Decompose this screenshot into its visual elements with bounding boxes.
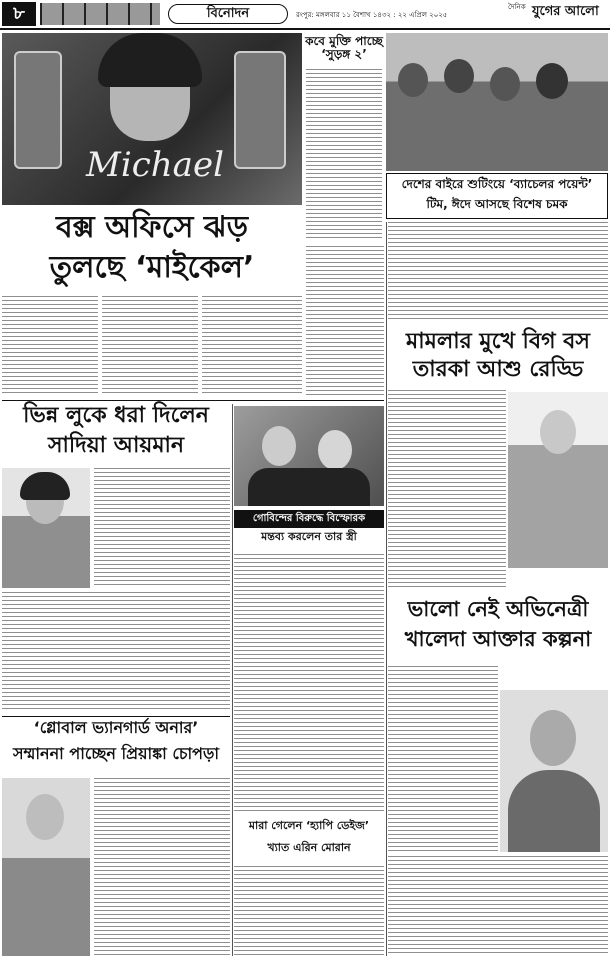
big-boss-headline-line1: মামলার মুখে বিগ বস [406, 329, 590, 354]
khaleda-face [530, 710, 576, 766]
govinda-headline-box [234, 510, 384, 550]
page-number: ৮ [2, 2, 36, 26]
khaleda-headline-line1: ভালো নেই অভিনেত্রী [407, 597, 589, 621]
michael-body-col2 [102, 296, 198, 396]
couple-clothes [248, 468, 370, 506]
sadiya-aymaan-photo [2, 468, 90, 588]
priyanka-headline-line2: সম্মাননা পাচ্ছেন প্রিয়াঙ্কা চোপড়া [12, 744, 220, 763]
sadiya-hair [20, 472, 70, 500]
govinda-headline-line2: মন্তব্য করলেন তার স্ত্রী [261, 530, 357, 543]
khaleda-body-text [388, 666, 498, 852]
govinda-face [262, 426, 296, 466]
masthead-filmstrip [40, 3, 160, 25]
big-boss-body-text [388, 390, 506, 590]
ashu-reddy-photo [508, 392, 608, 568]
poster-title-text: Michael [86, 145, 224, 185]
priyanka-headline [2, 720, 230, 776]
michael-body-col1 [2, 296, 98, 396]
michael-headline [2, 212, 302, 292]
khaleda-shawl [508, 770, 600, 852]
column-separator-1 [232, 404, 233, 956]
govinda-couple-photo [234, 406, 384, 506]
priyanka-face [26, 794, 64, 840]
sutro-body-text [306, 69, 382, 239]
sadiya-body-text-bottom [2, 592, 230, 712]
row-divider-2 [2, 716, 230, 717]
priyanka-headline-line1: ‘গ্লোবাল ভ্যানগার্ড অনার’ [33, 718, 199, 737]
big-boss-headline [388, 326, 608, 386]
big-boss-headline-line2: তারকা আশু রেড্ডি [412, 357, 584, 382]
michael-headline-line1: বক্স অফিসে ঝড় [55, 210, 249, 245]
erin-headline [234, 818, 384, 864]
sutro-body-lower [306, 246, 384, 396]
bachelor-body-text [388, 222, 608, 322]
khaleda-akter-kalpana-photo [500, 690, 608, 852]
poster-phone-left [14, 51, 62, 169]
khaleda-headline-line2: খালেদা আক্তার কল্পনা [404, 627, 592, 651]
michael-headline-line2: তুলছে ‘মাইকেল’ [49, 250, 255, 285]
section-title: বিনোদন [168, 4, 288, 24]
erin-body-text [234, 866, 384, 956]
masthead-rule [0, 28, 610, 30]
poster-hair [98, 33, 202, 87]
govinda-headline-line1: গোবিন্দের বিরুদ্ধে বিস্ফোরক [234, 510, 384, 528]
michael-poster-photo [2, 33, 302, 205]
bachelor-headline-line1: দেশের বাইরে শুটিংয়ে ‘ব্যাচেলর পয়েন্ট’ [401, 177, 593, 191]
sadiya-headline [2, 404, 230, 462]
person-1 [398, 63, 428, 97]
row-divider-1 [2, 400, 384, 401]
sutro-article [304, 33, 384, 243]
person-4 [536, 63, 568, 99]
sadiya-body-text-right [94, 468, 230, 588]
govinda-body-text [234, 554, 384, 814]
paper-small-label: দৈনিক [508, 3, 526, 11]
poster-phone-right [234, 51, 286, 169]
sunita-face [318, 430, 352, 470]
column-separator-2 [386, 222, 387, 956]
person-2 [444, 59, 474, 93]
priyanka-chopra-photo [2, 778, 90, 956]
bachelor-point-team-photo [386, 33, 608, 171]
paper-logo: যুগের আলো [532, 4, 599, 19]
person-3 [490, 67, 520, 101]
sadiya-headline-line2: সাদিয়া আয়মান [47, 433, 185, 458]
bachelor-headline-line2: টিম, ঈদে আসছে বিশেষ চমক [426, 197, 568, 211]
bachelor-headline-box [386, 173, 608, 219]
erin-headline-line1: মারা গেলেন ‘হ্যাপি ডেইজ’ [248, 819, 370, 832]
masthead [0, 0, 610, 30]
ashu-face [540, 410, 576, 454]
erin-headline-line2: খ্যাত এরিন মোরান [267, 841, 351, 854]
khaleda-body-text-bottom [388, 856, 608, 956]
priyanka-body-text [94, 778, 230, 956]
khaleda-headline [388, 596, 608, 660]
sutro-headline: কবে মুক্তি পাচ্ছে ‘সুড়ঙ্গ ২’ [305, 34, 383, 61]
michael-body-col3 [202, 296, 302, 396]
dateline: রংপুর: মঙ্গলবার ১১ বৈশাখ ১৪৩২ : ২২ এপ্রিল ২০২৫ [296, 11, 448, 19]
sadiya-headline-line1: ভিন্ন লুকে ধরা দিলেন [23, 403, 209, 428]
